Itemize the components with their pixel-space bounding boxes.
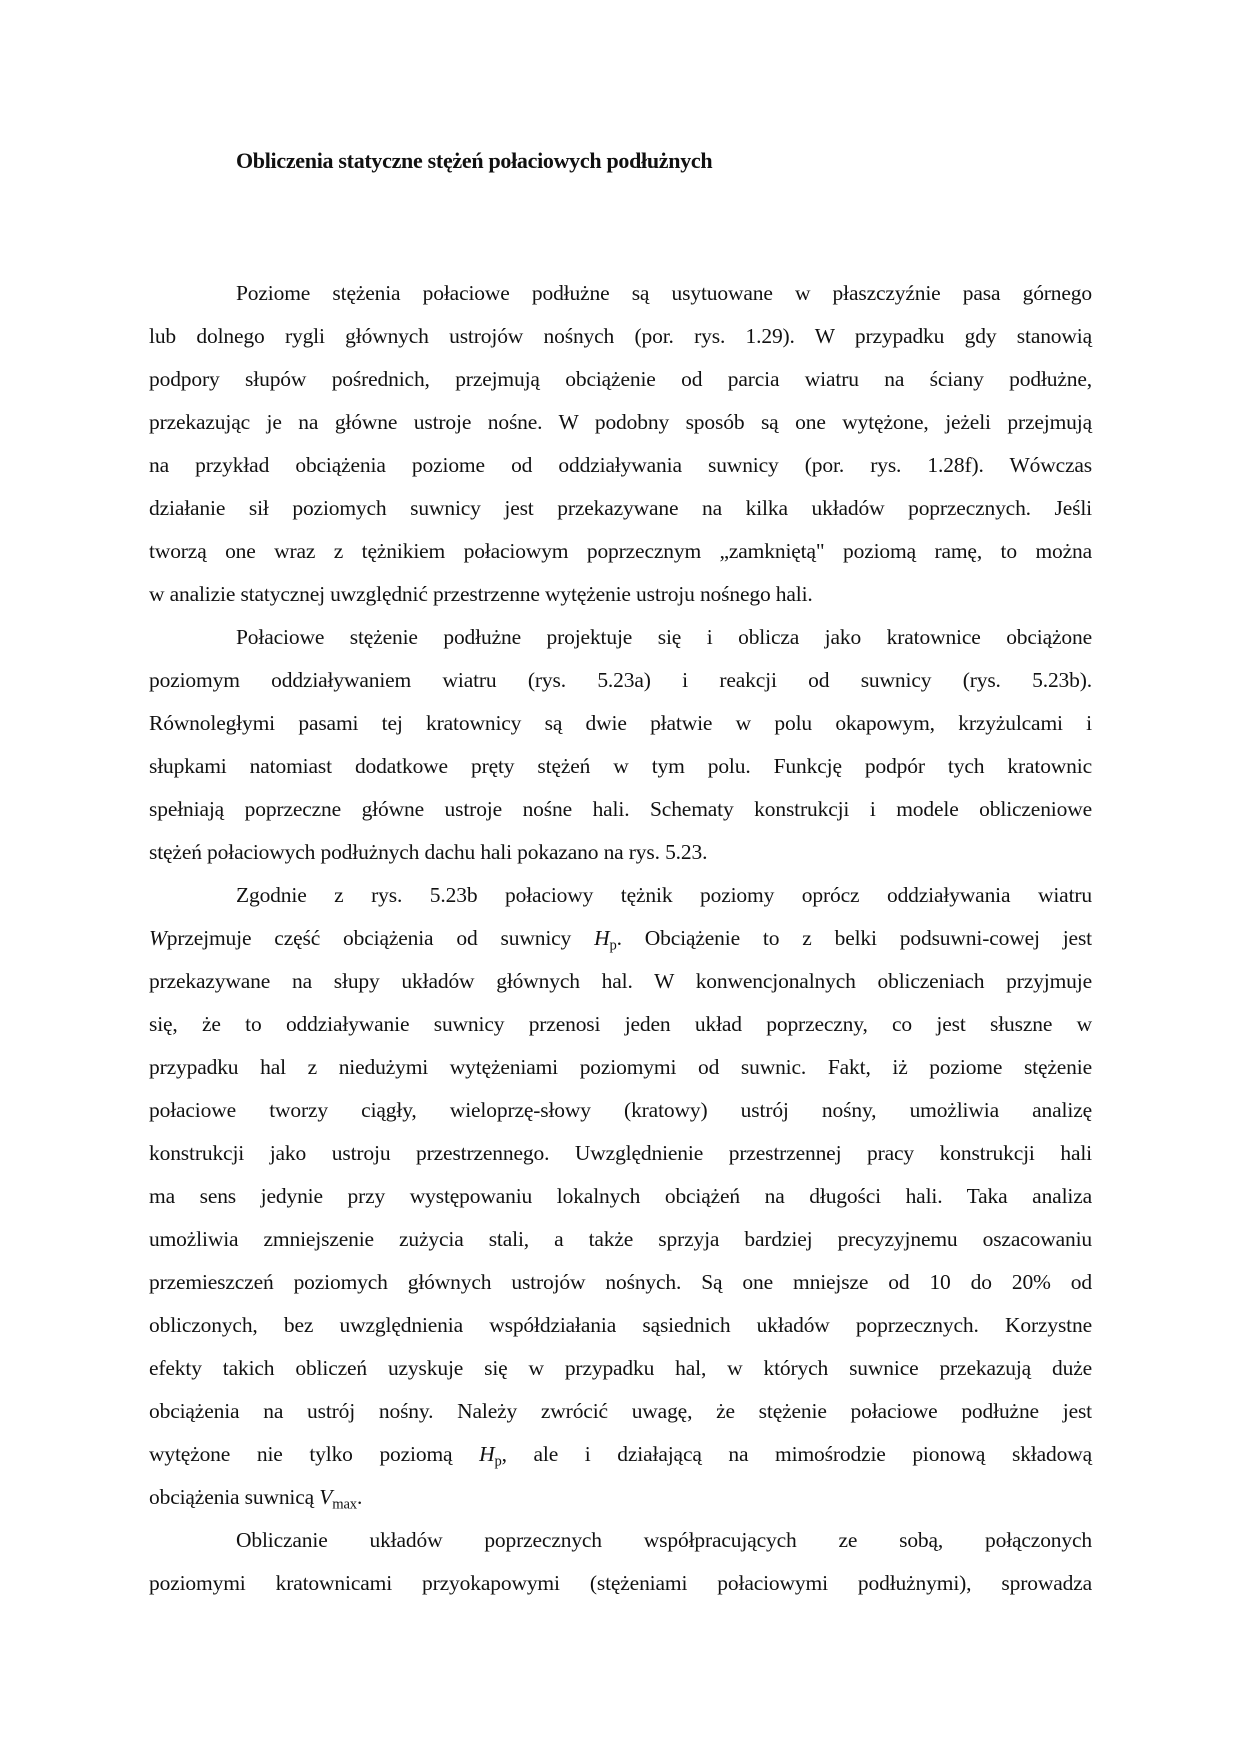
paragraph bbox=[149, 874, 1092, 1519]
math-symbol: max bbox=[332, 1496, 357, 1513]
text-line: umożliwia zmniejszenie zużycia stali, a także sprzyja bardziej precyzyjnemu oszacowaniu bbox=[149, 1227, 1092, 1251]
text-segment: . bbox=[356, 1485, 363, 1509]
text-line: ma sens jedynie przy występowaniu lokalnych obciążeń na długości hali. Taka analiza bbox=[149, 1184, 1092, 1208]
text-line: przekazując je na główne ustroje nośne. W podobny sposób są one wytężone, jeżeli przejmują bbox=[149, 410, 1092, 434]
document-body bbox=[149, 272, 1092, 1605]
text-segment: . Obciążenie to z belki podsuwni-cowej jest bbox=[616, 926, 1092, 950]
text-line bbox=[149, 1433, 1092, 1476]
math-symbol: H bbox=[479, 1442, 495, 1466]
paragraph bbox=[149, 616, 1092, 874]
text-line: tworzą one wraz z tężnikiem połaciowym poprzecznym „zamkniętą" poziomą ramę, to można bbox=[149, 539, 1092, 563]
text-line: konstrukcji jako ustroju przestrzennego. Uwzględnienie przestrzennej pracy konstrukcji hali bbox=[149, 1141, 1092, 1165]
paragraph bbox=[149, 1519, 1092, 1605]
text-line: w analizie statycznej uwzględnić przestrzenne wytężenie ustroju nośnego hali. bbox=[149, 582, 813, 606]
text-line: spełniają poprzeczne główne ustroje nośne hali. Schematy konstrukcji i modele obliczeniowe bbox=[149, 797, 1092, 821]
math-symbol: p bbox=[609, 937, 617, 954]
text-line: się, że to oddziaływanie suwnicy przenosi jeden układ poprzeczny, co jest słuszne w bbox=[149, 1012, 1092, 1036]
text-line: przemieszczeń poziomych głównych ustrojów nośnych. Są one mniejsze od 10 do 20% od bbox=[149, 1270, 1092, 1294]
text-segment: wytężone nie tylko poziomą bbox=[149, 1442, 480, 1466]
math-symbol: H bbox=[594, 926, 610, 950]
text-line: przekazywane na słupy układów głównych hal. W konwencjonalnych obliczeniach przyjmuje bbox=[149, 969, 1092, 993]
text-line: działanie sił poziomych suwnicy jest przekazywane na kilka układów poprzecznych. Jeśli bbox=[149, 496, 1092, 520]
math-symbol: p bbox=[494, 1453, 502, 1470]
paragraph bbox=[149, 272, 1092, 616]
text-line bbox=[149, 1476, 1092, 1519]
text-line: stężeń połaciowych podłużnych dachu hali pokazano na rys. 5.23. bbox=[149, 840, 708, 864]
text-line: przypadku hal z niedużymi wytężeniami poziomymi od suwnic. Fakt, iż poziome stężenie bbox=[149, 1055, 1092, 1079]
text-line: Połaciowe stężenie podłużne projektuje się i oblicza jako kratownice obciążone bbox=[236, 625, 1092, 649]
math-symbol: V bbox=[319, 1485, 333, 1509]
text-line: Zgodnie z rys. 5.23b połaciowy tężnik poziomy oprócz oddziaływania wiatru bbox=[236, 883, 1092, 907]
text-line: Równoległymi pasami tej kratownicy są dwie płatwie w polu okapowym, krzyżulcami i bbox=[149, 711, 1092, 735]
text-line: poziomymi kratownicami przyokapowymi (stężeniami połaciowymi podłużnymi), sprowadza bbox=[149, 1571, 1092, 1595]
text-line: lub dolnego rygli głównych ustrojów nośnych (por. rys. 1.29). W przypadku gdy stanowią bbox=[149, 324, 1092, 348]
text-line: Obliczanie układów poprzecznych współpracujących ze sobą, połączonych bbox=[236, 1528, 1092, 1552]
text-line bbox=[149, 917, 1092, 960]
text-line: obliczonych, bez uwzględnienia współdziałania sąsiednich układów poprzecznych. Korzystne bbox=[149, 1313, 1092, 1337]
text-line: efekty takich obliczeń uzyskuje się w przypadku hal, w których suwnice przekazują duże bbox=[149, 1356, 1092, 1380]
text-line: obciążenia na ustrój nośny. Należy zwrócić uwagę, że stężenie połaciowe podłużne jest bbox=[149, 1399, 1092, 1423]
text-line: na przykład obciążenia poziome od oddziaływania suwnicy (por. rys. 1.28f). Wówczas bbox=[149, 453, 1092, 477]
text-line: połaciowe tworzy ciągły, wieloprzę-słowy (kratowy) ustrój nośny, umożliwia analizę bbox=[149, 1098, 1092, 1122]
text-line: słupkami natomiast dodatkowe pręty stężeń w tym polu. Funkcję podpór tych kratownic bbox=[149, 754, 1092, 778]
document-title: Obliczenia statyczne stężeń połaciowych podłużnych bbox=[236, 148, 713, 173]
text-line: poziomym oddziaływaniem wiatru (rys. 5.23a) i reakcji od suwnicy (rys. 5.23b). bbox=[149, 668, 1092, 692]
text-line: Poziome stężenia połaciowe podłużne są usytuowane w płaszczyźnie pasa górnego bbox=[236, 281, 1092, 305]
text-segment: przejmuje część obciążenia od suwnicy bbox=[166, 926, 595, 950]
text-line: podpory słupów pośrednich, przejmują obciążenie od parcia wiatru na ściany podłużne, bbox=[149, 367, 1092, 391]
text-segment: obciążenia suwnicą bbox=[149, 1485, 320, 1509]
math-symbol: W bbox=[149, 926, 167, 950]
text-segment: , ale i działającą na mimośrodzie pionową składową bbox=[501, 1442, 1092, 1466]
